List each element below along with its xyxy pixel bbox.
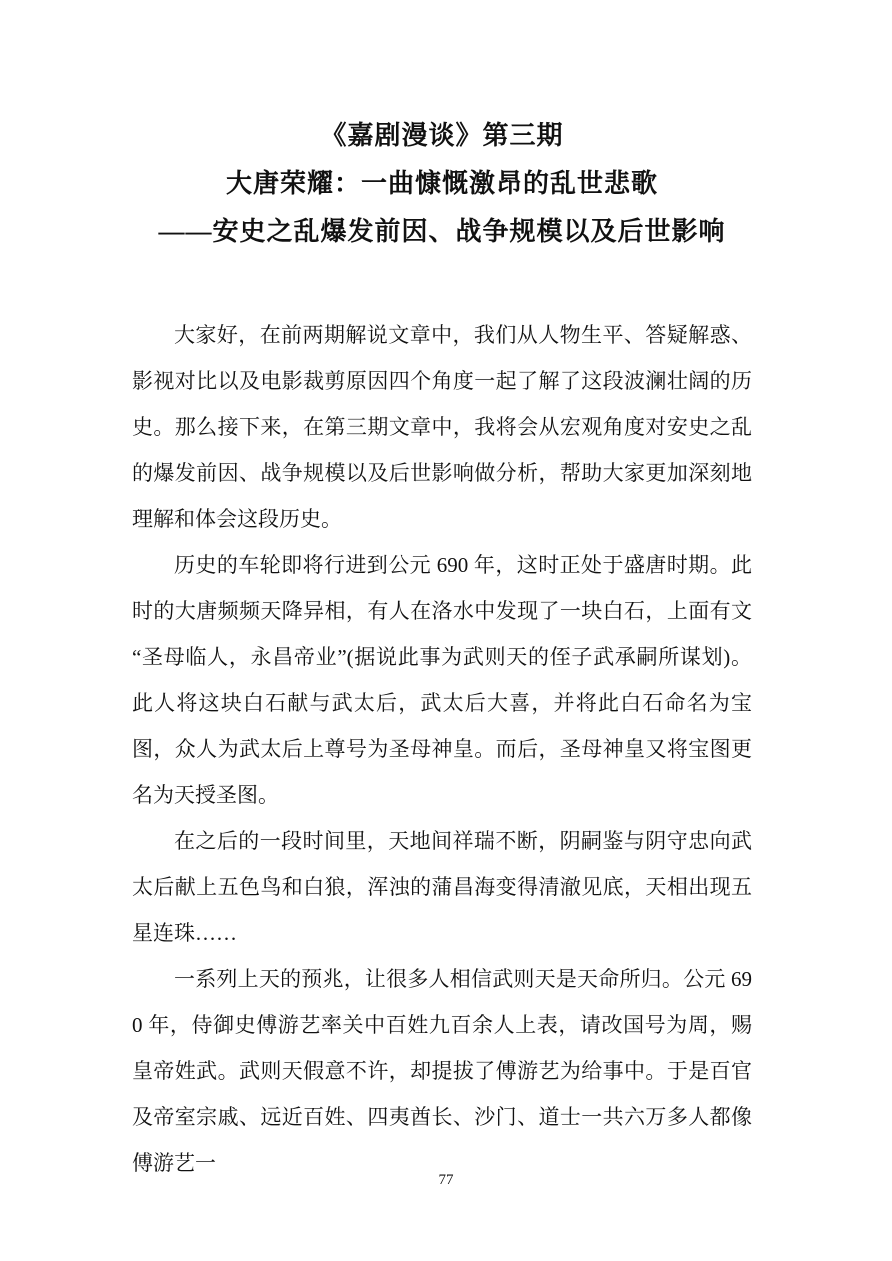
paragraph-intro: 大家好，在前两期解说文章中，我们从人物生平、答疑解惑、影视对比以及电影裁剪原因四个角度一起了解了这段波澜壮阔的历史。那么接下来，在第三期文章中，我将会从宏观角度对安史之乱的爆发前因、战争规模以及后世影响做分析，帮助大家更加深刻地理解和体会这段历史。 — [132, 323, 752, 531]
series-title: 《嘉剧漫谈》第三期 — [320, 121, 564, 150]
page-number: 77 — [438, 1172, 454, 1188]
episode-subtitle: ——安史之乱爆发前因、战争规模以及后世影响 — [158, 217, 726, 246]
paragraph-petition: 一系列上天的预兆，让很多人相信武则天是天命所归。公元 690 年，侍御史傅游艺率关中百姓九百余人上表，请改国号为周，赐皇帝姓武。武则天假意不许，却提拔了傅游艺为给事中。于是百官及帝室宗戚、远近百姓、四夷酋长、沙门、道士一共六万多人都像傅游艺一 — [132, 967, 752, 1175]
episode-title: 大唐荣耀：一曲慷慨激昂的乱世悲歌 — [225, 169, 658, 198]
paragraph-white-stone: 历史的车轮即将行进到公元 690 年，这时正处于盛唐时期。此时的大唐频频天降异相，有人在洛水中发现了一块白石，上面有文“圣母临人，永昌帝业”(据说此事为武则天的侄子武承嗣所谋划)。此人将这块白石献与武太后，武太后大喜，并将此白石命名为宝图，众人为武太后上尊号为圣母神皇。而后，圣母神皇又将宝图更名为天授圣图。 — [132, 553, 752, 807]
paragraph-omens: 在之后的一段时间里，天地间祥瑞不断，阴嗣鉴与阴守忠向武太后献上五色鸟和白狼，浑浊的蒲昌海变得清澈见底，天相出现五星连珠…… — [132, 829, 752, 945]
article-body — [132, 312, 752, 1186]
